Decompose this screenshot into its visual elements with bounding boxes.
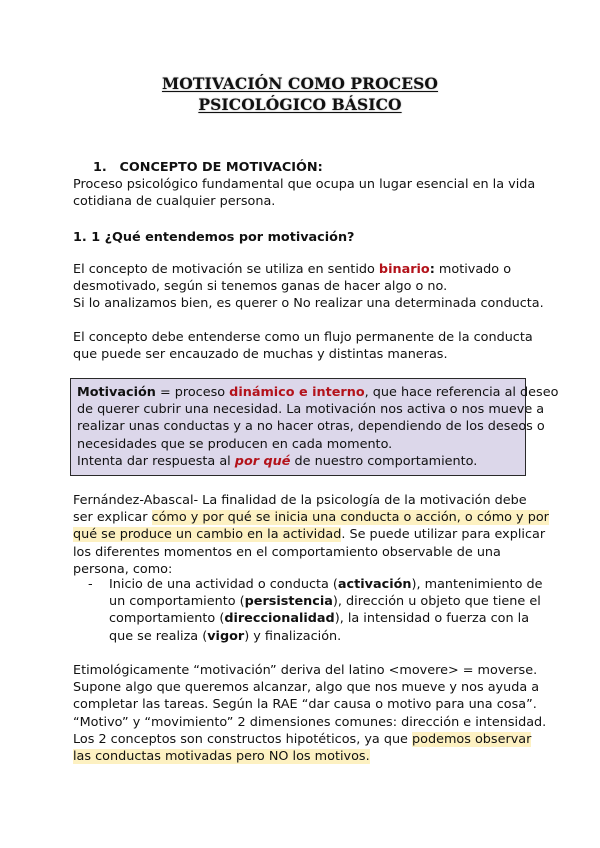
text-line: completar las tareas. Según la RAE “dar causa o motivo para una cosa”. xyxy=(73,697,537,713)
keyword-activacion: activación xyxy=(337,577,412,592)
text-line: Etimológicamente “motivación” deriva del latino <movere> = moverse. xyxy=(73,663,538,678)
highlighted-text: cómo y por qué se inicia una conducta o acción, o cómo y por xyxy=(151,510,549,526)
text-line xyxy=(73,261,533,278)
keyword-persistencia: persistencia xyxy=(244,594,333,610)
paragraph-fernandez-abascal xyxy=(73,492,549,578)
text-line: El concepto debe entenderse como un flujo permanente de la conducta xyxy=(73,330,533,345)
text-line: persona, como: xyxy=(73,561,173,577)
title-line-2: PSICOLÓGICO BÁSICO xyxy=(198,95,402,114)
keyword-binario: binario xyxy=(378,262,430,277)
title-line-1: MOTIVACIÓN COMO PROCESO xyxy=(161,74,439,93)
text-line: desmotivado, según si tenemos ganas de hacer algo o no. xyxy=(73,279,448,295)
text-line: Proceso psicológico fundamental que ocupa un lugar esencial en la vida xyxy=(73,177,536,192)
text-line: realizar unas conductas y a no hacer otras, dependiendo de los deseos o xyxy=(77,419,545,435)
text-run: de nuestro comportamiento. xyxy=(290,453,478,469)
text-line: Fernández-Abascal- La finalidad de la psicología de la motivación debe xyxy=(73,493,527,508)
paragraph-flujo xyxy=(73,329,533,363)
text-line xyxy=(109,593,543,610)
text-run: ), la intensidad o fuerza con la xyxy=(334,611,530,627)
text-line: Si lo analizamos bien, es querer o No realizar una determinada conducta. xyxy=(73,296,544,312)
text-run: Inicio de una actividad o conducta ( xyxy=(109,577,338,592)
highlighted-text: qué se produce un cambio en la actividad xyxy=(73,527,342,543)
text-line: Supone algo que queremos alcanzar, algo que nos mueve y nos ayuda a xyxy=(73,680,540,696)
text-line xyxy=(73,526,546,543)
paragraph-etimologia xyxy=(73,662,547,765)
keyword-vigor: vigor xyxy=(207,628,245,644)
text-line xyxy=(73,748,533,765)
text-line xyxy=(73,731,533,748)
keyword-dinamico: dinámico e interno xyxy=(229,385,365,400)
text-run: comportamiento ( xyxy=(109,611,225,627)
text-run: = proceso xyxy=(155,385,230,400)
text-run: que se realiza ( xyxy=(109,628,208,644)
text-line xyxy=(77,453,525,470)
keyword-direccionalidad: direccionalidad xyxy=(224,611,335,627)
keyword-motivacion: Motivación xyxy=(77,385,156,400)
text-line xyxy=(109,628,543,645)
highlighted-text: podemos observar xyxy=(412,731,532,747)
section-1-definition xyxy=(73,176,536,210)
definition-box xyxy=(70,378,559,476)
paragraph-binario xyxy=(73,261,544,313)
text-line: cotidiana de cualquier persona. xyxy=(73,194,276,210)
text-run: ) y finalización. xyxy=(244,628,342,644)
list-bullet: - xyxy=(88,577,93,592)
text-run: ser explicar xyxy=(73,510,152,526)
section-1-number: 1. xyxy=(93,160,107,175)
text-line xyxy=(73,509,549,526)
text-line xyxy=(77,384,559,401)
text-run: , que hace referencia al deseo xyxy=(364,385,559,400)
text-run: Intenta dar respuesta al xyxy=(77,453,235,469)
text-run: : xyxy=(429,262,435,277)
text-run: un comportamiento ( xyxy=(109,594,245,610)
text-line xyxy=(109,610,543,627)
text-line: los diferentes momentos en el comportamiento observable de una xyxy=(73,544,501,560)
text-run: motivado o xyxy=(434,262,512,277)
text-line: necesidades que se producen en cada momento. xyxy=(77,436,393,452)
text-line: que puede ser encauzado de muchas y distintas maneras. xyxy=(73,347,448,363)
text-line: “Motivo” y “movimiento” 2 dimensiones comunes: dirección e intensidad. xyxy=(73,714,547,730)
highlighted-text: las conductas motivadas pero NO los motivos. xyxy=(73,749,370,765)
text-run: Los 2 conceptos son constructos hipotéticos, ya que xyxy=(73,731,412,747)
text-line xyxy=(109,576,543,593)
text-run: El concepto de motivación se utiliza en sentido xyxy=(73,262,379,277)
text-run: . Se puede utilizar para explicar xyxy=(341,527,546,543)
text-line: de querer cubrir una necesidad. La motivación nos activa o nos mueve a xyxy=(77,402,545,418)
section-1-heading xyxy=(93,160,323,175)
text-run: ), dirección u objeto que tiene el xyxy=(332,594,541,610)
subsection-heading: 1. 1 ¿Qué entendemos por motivación? xyxy=(73,230,355,245)
keyword-por-que: por qué xyxy=(234,453,291,469)
section-1-title: CONCEPTO DE MOTIVACIÓN: xyxy=(119,160,323,175)
text-run: ), mantenimiento de xyxy=(411,577,543,592)
